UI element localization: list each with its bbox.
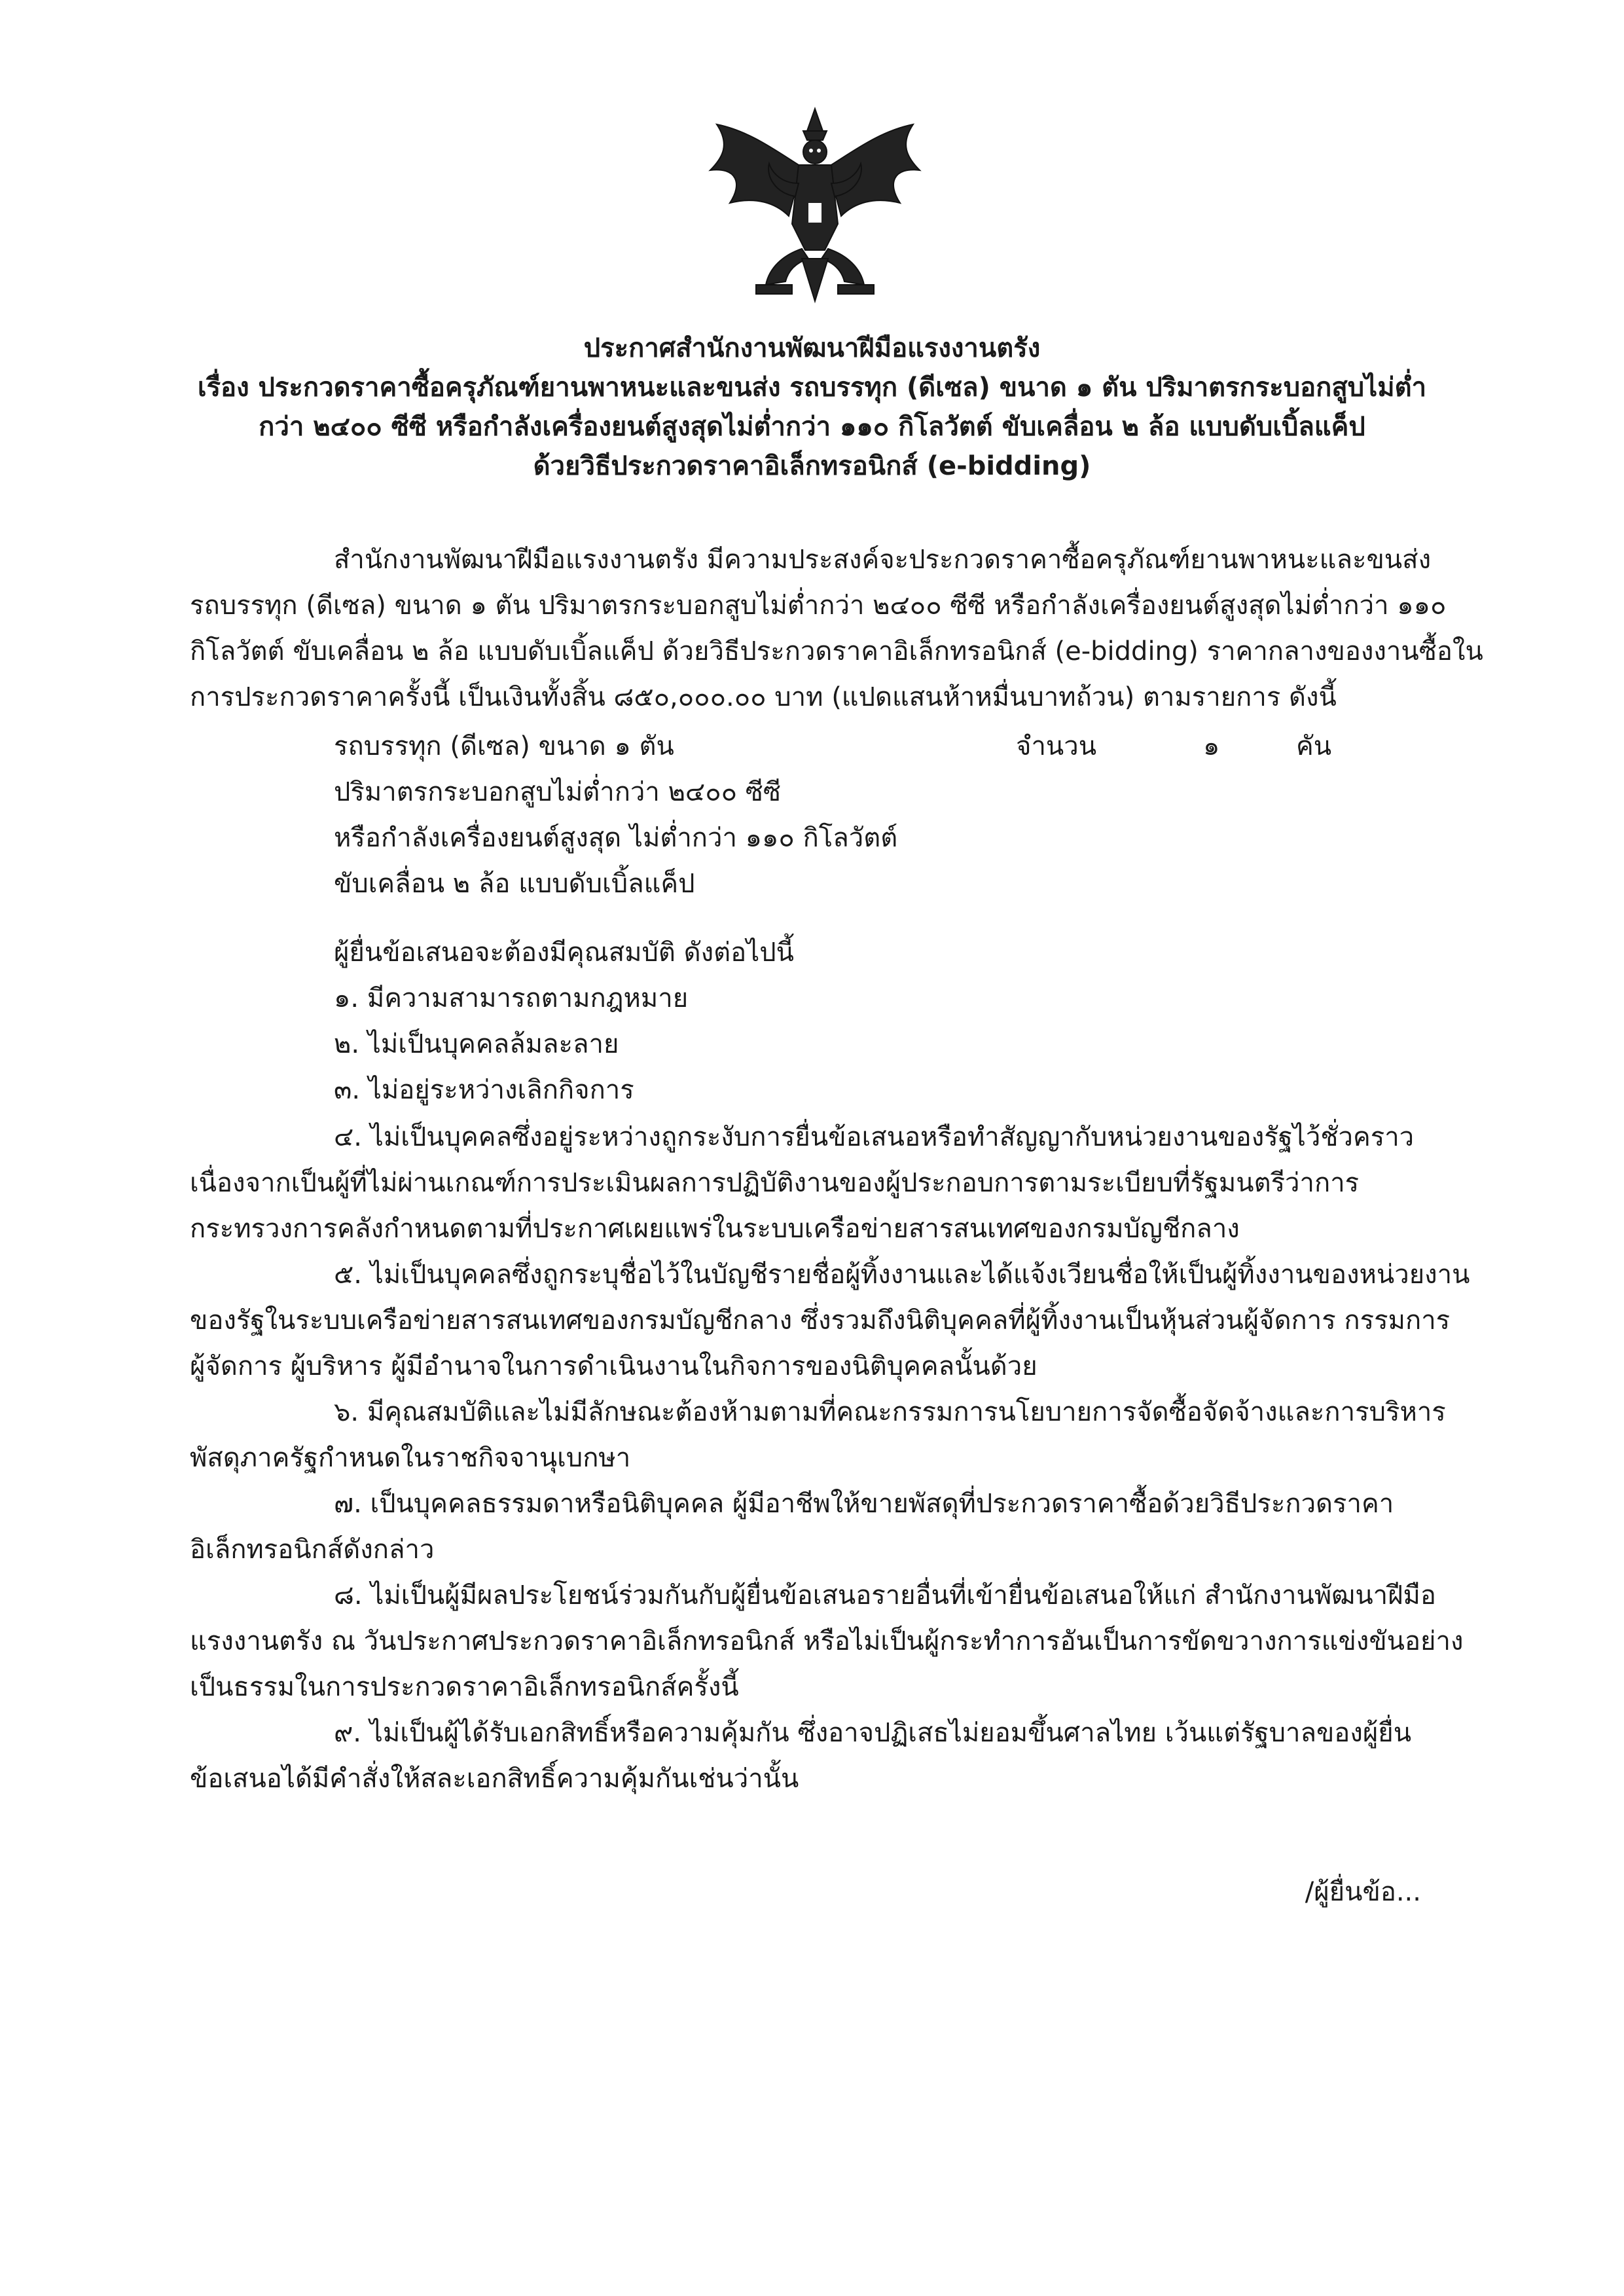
intro-line-2: รถบรรทุก (ดีเซล) ขนาด ๑ ตัน ปริมาตรกระบอกสูบไม่ต่ำกว่า ๒๔๐๐ ซีซี หรือกำลังเครื่องยนต์สูงสุดไม่ต่ำกว่า ๑๑๐ — [190, 591, 1447, 621]
item-4-line-3: กระทรวงการคลังกำหนดตามที่ประกาศเผยแพร่ในระบบเครือข่ายสารสนเทศของกรมบัญชีกลาง — [190, 1214, 1240, 1244]
announcement-title — [131, 329, 1493, 486]
title-line-2: เรื่อง ประกวดราคาซื้อครุภัณฑ์ยานพาหนะและขนส่ง รถบรรทุก (ดีเซล) ขนาด ๑ ตัน ปริมาตรกระบอกสูบไม่ต่ำ — [197, 373, 1427, 403]
qualification-item-1: ๑. มีความสามารถตามกฎหมาย — [334, 983, 689, 1013]
quantity-value: ๑ — [1203, 731, 1220, 761]
qualification-item-6 — [190, 1389, 1446, 1481]
item-8-line-1: ๘. ไม่เป็นผู้มีผลประโยชน์ร่วมกันกับผู้ยื่นข้อเสนอรายอื่นที่เข้ายื่นข้อเสนอให้แก่ สำนักงานพัฒนาฝีมือ — [334, 1580, 1436, 1611]
title-line-4: ด้วยวิธีประกวดราคาอิเล็กทรอนิกส์ (e-bidding) — [533, 451, 1091, 481]
item-spec-line-4: ขับเคลื่อน ๒ ล้อ แบบดับเบิ้ลแค็ป — [334, 869, 695, 899]
item-4-line-2: เนื่องจากเป็นผู้ที่ไม่ผ่านเกณฑ์การประเมินผลการปฏิบัติงานของผู้ประกอบการตามระเบียบที่รัฐมนตรีว่าการ — [190, 1168, 1360, 1198]
item-4-line-1: ๔. ไม่เป็นบุคคลซึ่งอยู่ระหว่างถูกระงับการยื่นข้อเสนอหรือทำสัญญากับหน่วยงานของรัฐไว้ชั่วคราว — [334, 1122, 1415, 1152]
item-5-line-3: ผู้จัดการ ผู้บริหาร ผู้มีอำนาจในการดำเนินงานในกิจการของนิติบุคคลนั้นด้วย — [190, 1351, 1038, 1381]
intro-line-1: สำนักงานพัฒนาฝีมือแรงงานตรัง มีความประสงค์จะประกวดราคาซื้อครุภัณฑ์ยานพาหนะและขนส่ง — [334, 545, 1432, 575]
title-line-1: ประกาศสำนักงานพัฒนาฝีมือแรงงานตรัง — [583, 333, 1041, 363]
item-9-line-1: ๙. ไม่เป็นผู้ได้รับเอกสิทธิ์หรือความคุ้มกัน ซึ่งอาจปฏิเสธไม่ยอมขึ้นศาลไทย เว้นแต่รัฐบาลของผู้ยื่น — [334, 1718, 1412, 1748]
intro-paragraph — [190, 537, 1483, 720]
qualifications-heading: ผู้ยื่นข้อเสนอจะต้องมีคุณสมบัติ ดังต่อไปนี้ — [334, 938, 794, 968]
item-6-line-2: พัสดุภาครัฐกำหนดในราชกิจจานุเบกษา — [190, 1443, 631, 1473]
qualification-item-4 — [190, 1114, 1426, 1252]
intro-line-3: กิโลวัตต์ ขับเคลื่อน ๒ ล้อ แบบดับเบิ้ลแค็ป ด้วยวิธีประกวดราคาอิเล็กทรอนิกส์ (e-bidding) ราคากลางของงานซื้อใน — [190, 636, 1483, 666]
item-8-line-2: แรงงานตรัง ณ วันประกาศประกวดราคาอิเล็กทรอนิกส์ หรือไม่เป็นผู้กระทำการอันเป็นการขัดขวางการแข่งขันอย่าง — [190, 1626, 1464, 1656]
item-8-line-3: เป็นธรรมในการประกวดราคาอิเล็กทรอนิกส์ครั้งนี้ — [190, 1672, 739, 1702]
item-5-line-1: ๕. ไม่เป็นบุคคลซึ่งถูกระบุชื่อไว้ในบัญชีรายชื่อผู้ทิ้งงานและได้แจ้งเวียนชื่อให้เป็นผู้ทิ้งงานของหน่วยงาน — [334, 1260, 1470, 1290]
qualification-item-8 — [190, 1573, 1464, 1710]
title-line-3: กว่า ๒๔๐๐ ซีซี หรือกำลังเครื่องยนต์สูงสุดไม่ต่ำกว่า ๑๑๐ กิโลวัตต์ ขับเคลื่อน ๒ ล้อ แบบดับเบิ้ลแค็ป — [259, 412, 1365, 442]
intro-line-4: การประกวดราคาครั้งนี้ เป็นเงินทั้งสิ้น ๘๕๐,๐๐๐.๐๐ บาท (แปดแสนห้าหมื่นบาทถ้วน) ตามรายการ ดังนี้ — [190, 682, 1337, 712]
qualification-item-3: ๓. ไม่อยู่ระหว่างเลิกกิจการ — [334, 1075, 634, 1105]
continuation-note: /ผู้ยื่นข้อ... — [1305, 1877, 1421, 1907]
item-spec-line-1: รถบรรทุก (ดีเซล) ขนาด ๑ ตัน — [334, 731, 674, 761]
item-5-line-2: ของรัฐในระบบเครือข่ายสารสนเทศของกรมบัญชีกลาง ซึ่งรวมถึงนิติบุคคลที่ผู้ทิ้งงานเป็นหุ้นส่วนผู้จัดการ กรรมการ — [190, 1305, 1451, 1336]
item-9-line-2: ข้อเสนอได้มีคำสั่งให้สละเอกสิทธิ์ความคุ้มกันเช่นว่านั้น — [190, 1764, 799, 1794]
qualification-item-5 — [190, 1252, 1470, 1389]
item-7-line-2: อิเล็กทรอนิกส์ดังกล่าว — [190, 1535, 435, 1565]
item-spec-line-2: ปริมาตรกระบอกสูบไม่ต่ำกว่า ๒๔๐๐ ซีซี — [334, 777, 782, 807]
item-6-line-1: ๖. มีคุณสมบัติและไม่มีลักษณะต้องห้ามตามที่คณะกรรมการนโยบายการจัดซื้อจัดจ้างและการบริหาร — [334, 1397, 1446, 1427]
qualification-item-9 — [190, 1710, 1426, 1802]
qualification-item-2: ๒. ไม่เป็นบุคคลล้มละลาย — [334, 1029, 619, 1059]
quantity-unit: คัน — [1296, 731, 1332, 761]
item-spec-line-3: หรือกำลังเครื่องยนต์สูงสุด ไม่ต่ำกว่า ๑๑๐ กิโลวัตต์ — [334, 823, 898, 853]
garuda-emblem-icon — [704, 105, 926, 308]
item-7-line-1: ๗. เป็นบุคคลธรรมดาหรือนิติบุคคล ผู้มีอาชีพให้ขายพัสดุที่ประกวดราคาซื้อด้วยวิธีประกวดราคา — [334, 1489, 1394, 1519]
quantity-label: จำนวน — [1016, 731, 1097, 761]
qualification-item-7 — [190, 1481, 1426, 1573]
